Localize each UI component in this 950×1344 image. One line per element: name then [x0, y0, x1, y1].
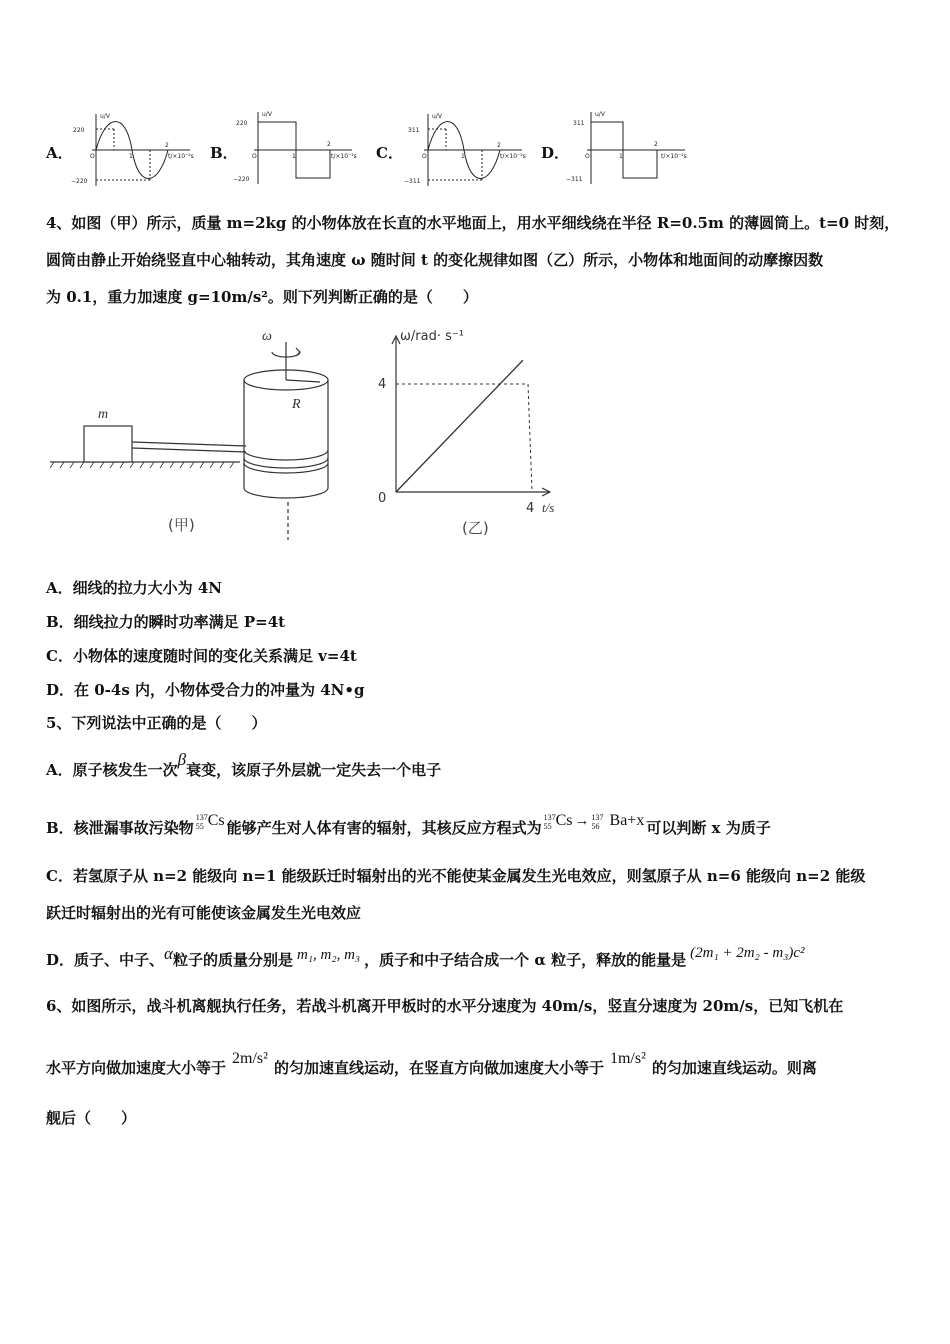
eq-cs-symbol: Cs [555, 812, 573, 829]
q5-option-c-line-1: C．若氢原子从 n=2 能级向 n=1 能级跃迁时辐射出的光不能使某金属发生光电效应，则氢原子从 n=6 能级向 n=2 能级 [46, 867, 866, 885]
y-max-label: 220 [73, 127, 85, 134]
y-max-label: 311 [573, 120, 585, 127]
eq-cs-z: 55 [543, 821, 552, 831]
beta-symbol: β [177, 750, 187, 769]
option-letter-b: B． [210, 144, 238, 162]
x-tick-label: 4 [526, 501, 535, 516]
y-min-label: −220 [71, 178, 88, 185]
q5-stem: 5、下列说法中正确的是（ ） [46, 714, 267, 732]
q4-stem-line-1: 4、如图（甲）所示，质量 m=2kg 的小物体放在长直的水平地面上，用水平细线绕在半径 R=0.5m 的薄圆筒上。t=0 时刻， [46, 214, 900, 232]
q4-stem-line-3: 为 0.1，重力加速度 g=10m/s²。则下列判断正确的是（ ） [46, 288, 478, 306]
omega-series-line [396, 360, 523, 492]
alpha-symbol: α [164, 944, 173, 963]
chart-x-label: t/s [542, 500, 555, 515]
chart-caption: (乙) [462, 519, 489, 537]
t2-label: 2 [165, 142, 169, 149]
ba-equation-tail: Ba+x [609, 812, 645, 829]
axis-y-label: u/V [595, 111, 605, 118]
chart-origin-label: 0 [378, 491, 387, 506]
q5-b-prefix: B．核泄漏事故污染物 [46, 819, 194, 837]
t2-label: 2 [497, 142, 501, 149]
eq-cs-mass: 137 [543, 812, 556, 822]
waveform-graph-a [70, 110, 195, 190]
q5-option-d [46, 944, 805, 971]
t1-label: 1 [461, 153, 465, 160]
t1-label: 1 [292, 153, 296, 160]
origin-label: O [90, 153, 95, 160]
q5-option-b [46, 812, 771, 839]
axis-x-label: t/×10⁻²s [500, 153, 526, 160]
q4-stem-line-2: 圆筒由静止开始绕竖直中心轴转动，其角速度 ω 随时间 t 的变化规律如图（乙）所示，小物体和地面间的动摩擦因数 [46, 251, 824, 269]
q5-d-middle: 粒子的质量分别是 [172, 951, 293, 969]
waveform-graph-d [565, 108, 690, 188]
q5-a-prefix: A．原子核发生一次 [46, 761, 178, 779]
axis-x-label: t/×10⁻²s [661, 153, 687, 160]
t1-label: 1 [619, 153, 623, 160]
waveform-graph-b [232, 108, 357, 188]
axis-y-label: u/V [100, 113, 110, 120]
q6-stem-line-1: 6、如图所示，战斗机离舰执行任务，若战斗机离开甲板时的水平分速度为 40m/s，竖直分速度为 20m/s，已知飞机在 [46, 997, 844, 1015]
y-max-label: 220 [236, 120, 248, 127]
q4-option-d: D．在 0-4s 内，小物体受合力的冲量为 4N•g [46, 681, 365, 699]
mass-symbols: m₁, m₂, m₃ [296, 947, 361, 963]
figure-yi-chart [360, 320, 580, 545]
q5-a-suffix: 衰变，该原子外层就一定失去一个电子 [186, 761, 442, 779]
label-omega: ω [262, 329, 272, 344]
figure-jia [50, 320, 350, 545]
origin-label: O [422, 153, 427, 160]
q5-d-middle-2: ，质子和中子结合成一个 α 粒子，释放的能量是 [364, 951, 687, 969]
cs-atomic-number: 55 [195, 821, 204, 831]
y-max-label: 311 [408, 127, 420, 134]
option-letter-c: C． [376, 144, 403, 162]
horizontal-acceleration: 2m/s² [232, 1050, 268, 1067]
option-letter-d: D． [541, 144, 570, 162]
origin-label: O [252, 153, 257, 160]
axis-x-label: t/×10⁻²s [331, 153, 357, 160]
q5-d-prefix: D．质子、中子、 [46, 951, 165, 969]
guide-line-vertical [528, 384, 532, 492]
q5-option-a [46, 750, 442, 780]
chart-y-label: ω/rad· s⁻¹ [400, 329, 464, 344]
q4-option-c: C．小物体的速度随时间的变化关系满足 v=4t [46, 647, 357, 665]
ba-atomic-number: 56 [591, 821, 600, 831]
ba-mass-number: 137 [591, 812, 604, 822]
q4-option-a: A．细线的拉力大小为 4N [46, 579, 223, 597]
released-energy-expression: (2m₁ + 2m₂ - m₃)c² [690, 945, 805, 961]
label-m: m [98, 407, 109, 422]
reaction-arrow: → [574, 813, 590, 829]
axis-y-label: u/V [432, 113, 442, 120]
q6-line2-suffix: 的匀加速直线运动。则离 [651, 1059, 817, 1077]
cs-mass-number: 137 [195, 812, 208, 822]
t2-label: 2 [327, 141, 331, 148]
axis-y-label: u/V [262, 111, 272, 118]
y-min-label: −220 [233, 176, 250, 183]
q6-stem-line-3: 舰后（ ） [46, 1109, 137, 1127]
q5-b-middle: 能够产生对人体有害的辐射，其核反应方程式为 [226, 819, 542, 837]
t2-label: 2 [654, 141, 658, 148]
q5-option-c-line-2: 跃迁时辐射出的光有可能使该金属发生光电效应 [46, 904, 362, 922]
waveform-graph-c [402, 110, 527, 190]
t1-label: 1 [129, 153, 133, 160]
option-letter-a: A． [46, 144, 73, 162]
y-min-label: −311 [404, 178, 421, 185]
y-tick-label: 4 [378, 377, 387, 392]
q5-b-suffix: 可以判断 x 为质子 [646, 819, 771, 837]
cs-symbol: Cs [207, 812, 225, 829]
q6-line2-prefix: 水平方向做加速度大小等于 [46, 1059, 227, 1077]
axis-x-label: t/×10⁻²s [168, 153, 194, 160]
q6-line2-middle: 的匀加速直线运动，在竖直方向做加速度大小等于 [273, 1059, 604, 1077]
q6-stem-line-2 [46, 1050, 817, 1079]
origin-label: O [585, 153, 590, 160]
figure-jia-caption: (甲) [168, 516, 195, 534]
q4-option-b: B．细线拉力的瞬时功率满足 P=4t [46, 613, 286, 631]
y-min-label: −311 [566, 176, 583, 183]
label-r: R [292, 397, 301, 412]
vertical-acceleration: 1m/s² [609, 1050, 646, 1067]
